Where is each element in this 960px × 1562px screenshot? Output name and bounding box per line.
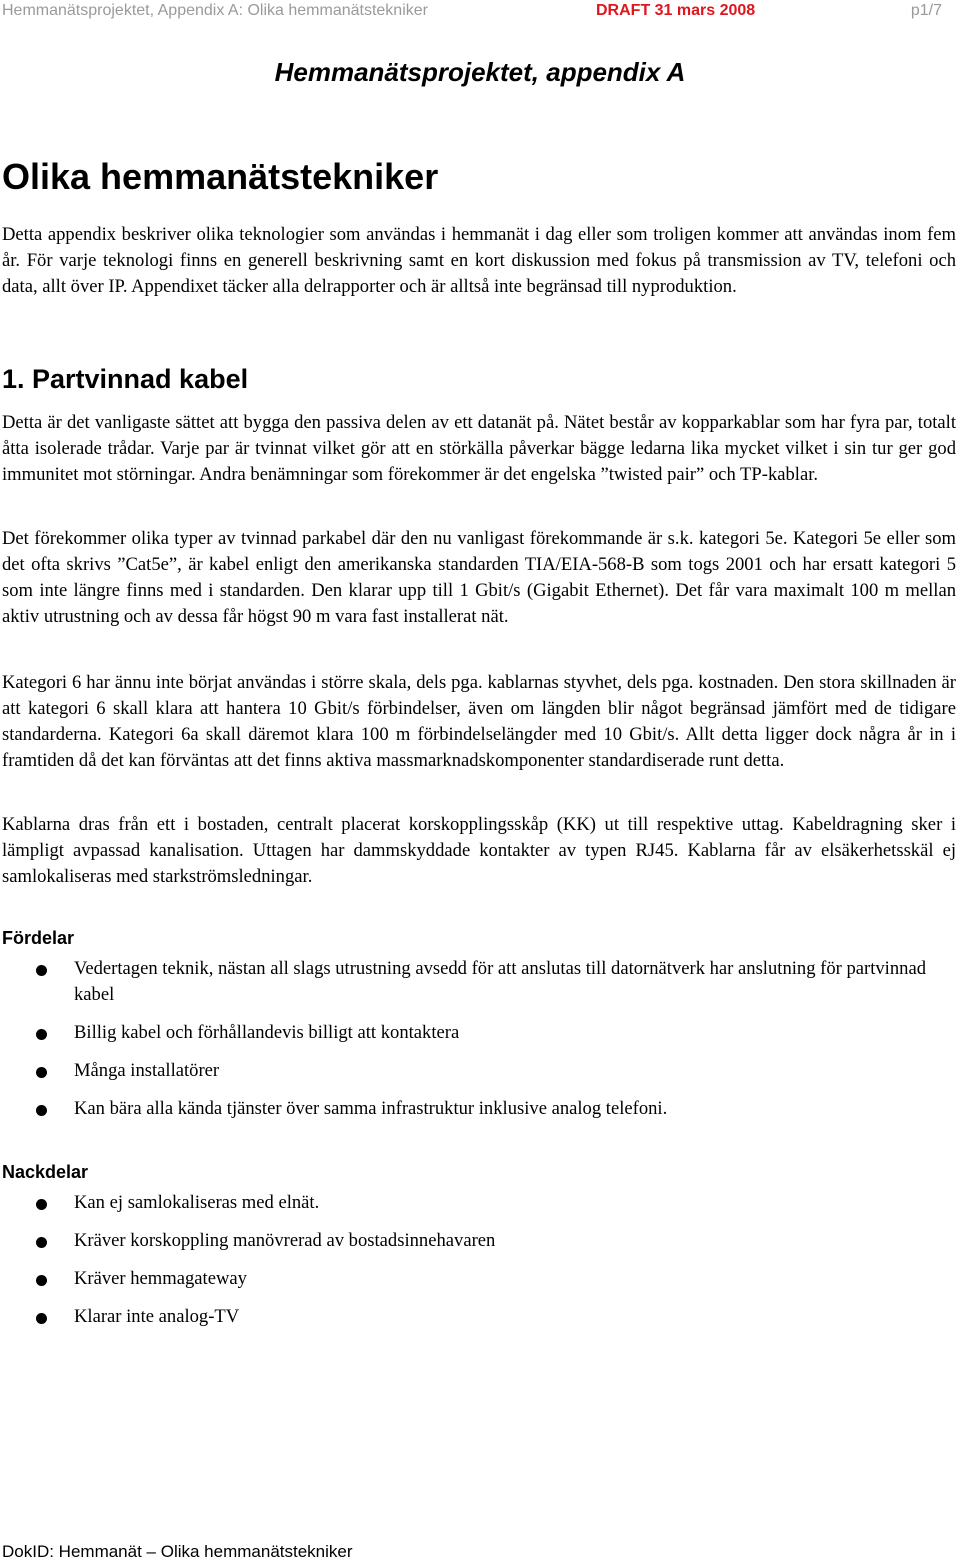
- list-item: [0, 1190, 944, 1216]
- header-draft-date: DRAFT 31 mars 2008: [596, 2, 756, 19]
- bullet-icon: [36, 1275, 47, 1286]
- list-item-text: Billig kabel och förhållandevis billigt att kontaktera: [74, 1022, 460, 1043]
- list-item: [0, 1058, 944, 1084]
- cons-heading: Nackdelar: [2, 1162, 89, 1182]
- bullet-icon: [36, 1067, 47, 1078]
- list-item-text: Kräver korskoppling manövrerad av bostadsinnehavaren: [74, 1230, 496, 1251]
- list-item-text: Kräver hemmagateway: [74, 1268, 247, 1289]
- header-page-number: p1/7: [910, 2, 942, 19]
- list-item: [0, 1096, 944, 1122]
- bullet-icon: [36, 1313, 47, 1324]
- page-footer: DokID: Hemmanät – Olika hemmanätstekniker: [2, 1542, 353, 1561]
- chapter-paragraph: Detta är det vanligaste sättet att bygga den passiva delen av ett datanät på. Nätet består av kopparkablar som har fyra par, totalt åtta isolerade trådar. Varje par är tvinnat vilket gör att en störkälla påverkar bägge ledarna lika mycket vilket i sin tur ger god immunitet mot störningar. Andra benämningar som förekommer är det engelska ”twisted pair” och TP-kablar.: [2, 412, 956, 485]
- bullet-icon: [36, 1199, 47, 1210]
- list-item: [0, 1304, 944, 1330]
- section-title: Olika hemmanätstekniker: [2, 156, 439, 197]
- bullet-icon: [36, 1237, 47, 1248]
- bullet-icon: [36, 1029, 47, 1040]
- cons-list: [0, 1190, 960, 1330]
- list-item: [0, 1228, 944, 1254]
- bullet-icon: [36, 1105, 47, 1116]
- intro-paragraph: Detta appendix beskriver olika teknologier som användas i hemmanät i dag eller som troligen kommer att användas inom fem år. För varje teknologi finns en generell beskrivning samt en kort diskussion med fokus på transmission av TV, telefoni och data, allt över IP. Appendixet täcker alla delrapporter och är alltså inte begränsad till nyproduktion.: [2, 224, 956, 297]
- list-item-text: Vedertagen teknik, nästan all slags utrustning avsedd för att anslutas till datornätverk har anslutning för partvinnad kabel: [74, 958, 926, 1005]
- list-item-text: Många installatörer: [74, 1060, 220, 1081]
- chapter-paragraph: Kategori 6 har ännu inte börjat användas i större skala, dels pga. kablarnas styvhet, dels pga. kostnaden. Den stora skillnaden är att kategori 6 skall klara att hantera 10 Gbit/s förbindelser, även om längden blir något begränsad jämfört med de tidigare standarderna. Kategori 6a skall däremot klara 100 m förbindelselängder med 10 Gbit/s. Allt detta ligger dock några år in i framtiden då det kan förväntas att det finns aktiva massmarknadskomponenter standardiserade runt detta.: [2, 672, 956, 771]
- list-item: [0, 956, 944, 1008]
- list-item-text: Kan ej samlokaliseras med elnät.: [74, 1192, 320, 1213]
- document-title: Hemmanätsprojektet, appendix A: [274, 57, 686, 87]
- chapter-paragraph: Kablarna dras från ett i bostaden, centralt placerat korskopplingsskåp (KK) ut till respektive uttag. Kabeldragning sker i lämpligt avpassad kanalisation. Uttagen har dammskyddade kontakter av typen RJ45. Kablarna får av elsäkerhetsskäl ej samlokaliseras med starkströmsledningar.: [2, 814, 956, 887]
- list-item: [0, 1266, 944, 1292]
- list-item-text: Klarar inte analog-TV: [74, 1306, 240, 1327]
- chapter-heading: 1. Partvinnad kabel: [2, 364, 249, 394]
- bullet-icon: [36, 965, 47, 976]
- list-item-text: Kan bära alla kända tjänster över samma infrastruktur inklusive analog telefoni.: [74, 1098, 668, 1119]
- chapter-paragraph: Det förekommer olika typer av tvinnad parkabel där den nu vanligast förekommande är s.k. kategori 5e. Kategori 5e eller som det ofta skrivs ”Cat5e”, är kabel enligt den amerikanska standarden TIA/EIA-568-B som togs 2001 och har ersatt kategori 5 som inte längre finns med i standarden. Den klarar upp till 1 Gbit/s (Gigabit Ethernet). Det får vara maximalt 100 m mellan aktiv utrustning och av dessa får högst 90 m vara fast installerat nät.: [2, 528, 956, 627]
- pros-heading: Fördelar: [2, 928, 75, 948]
- pros-list: [0, 956, 960, 1122]
- header-document-name: Hemmanätsprojektet, Appendix A: Olika hemmanätstekniker: [2, 2, 428, 19]
- page-header: [0, 0, 960, 22]
- list-item: [0, 1020, 944, 1046]
